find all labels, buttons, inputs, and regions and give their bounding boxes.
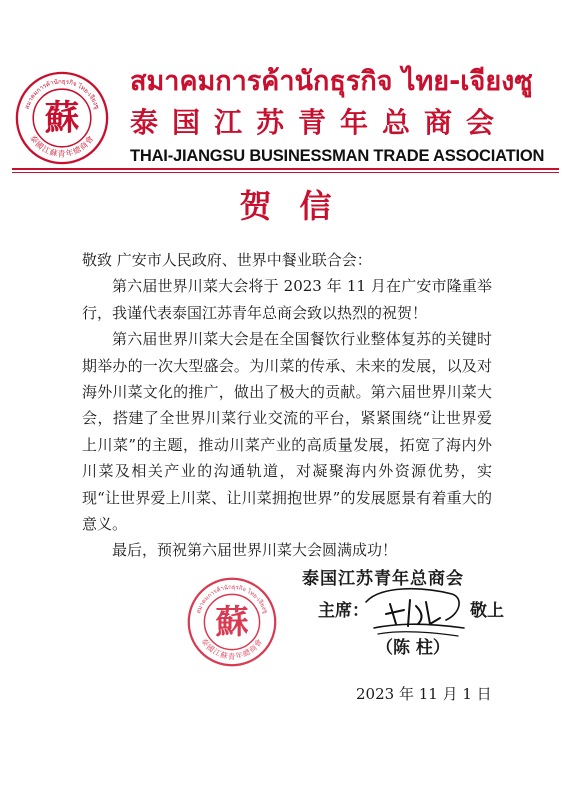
handwritten-signature: [360, 584, 470, 640]
signature-organization: 泰国江苏青年总商会: [302, 569, 464, 589]
letter-body: [82, 247, 492, 564]
official-seal-stamp: [186, 576, 278, 668]
svg-text:蘇: 蘇: [44, 98, 80, 139]
signature-title: 主席：: [318, 601, 369, 621]
signature-closing: 敬上: [470, 601, 504, 621]
letterhead-divider: [12, 168, 559, 170]
letter-title: 贺信: [239, 187, 360, 225]
letter-paragraph: 第六届世界川菜大会是在全国餐饮行业整体复苏的关键时期举办的一次大型盛会。为川菜的传承、未来的发展，以及对海外川菜文化的推广，做出了极大的贡献。第六届世界川菜大会，搭建了全世界川菜行业交流的平台，紧紧围绕“让世界爱上川菜”的主题，推动川菜产业的高质量发展，拓宽了海内外川菜及相关产业的沟通轨道，对凝聚海内外资源优势，实现“让世界爱上川菜、让川菜拥抱世界”的发展愿景有着重大的意义。: [82, 330, 492, 534]
svg-text:泰國江蘇青年總商會: 泰國江蘇青年總商會: [28, 133, 96, 159]
letter-paragraph: 第六届世界川菜大会将于 2023 年 11 月在广安市隆重举行，我谨代表泰国江苏青年总商会致以热烈的祝贺！: [82, 277, 492, 322]
letter-paragraph: 最后，预祝第六届世界川菜大会圆满成功！: [112, 541, 398, 560]
letterhead-divider-thin: [12, 172, 559, 173]
letter-date: 2023 年 11 月 1 日: [356, 685, 492, 703]
svg-text:蘇: 蘇: [215, 602, 249, 642]
org-name-english: THAI-JIANGSU BUSINESSMAN TRADE ASSOCIATION: [130, 147, 545, 165]
svg-text:สมาคมการค้านักธุรกิจ ไทย-เจียง: สมาคมการค้านักธุรกิจ ไทย-เจียงซู: [23, 78, 101, 111]
letterhead: [0, 0, 571, 172]
association-seal-logo: [14, 70, 110, 166]
svg-text:สมาคมการค้านักธุรกิจ ไทย-เจียง: สมาคมการค้านักธุรกิจ ไทย-เจียงซู: [196, 584, 268, 615]
svg-text:泰國江蘇青年總商會: 泰國江蘇青年總商會: [199, 636, 265, 661]
signature-name: （陈 柱）: [376, 638, 450, 658]
letter-salutation: 敬致 广安市人民政府、世界中餐业联合会：: [82, 251, 372, 269]
org-name-thai: สมาคมการค้านักธุรกิจ ไทย-เจียงซู: [130, 66, 533, 97]
org-name-chinese: 泰国江苏青年总商会: [130, 106, 509, 139]
